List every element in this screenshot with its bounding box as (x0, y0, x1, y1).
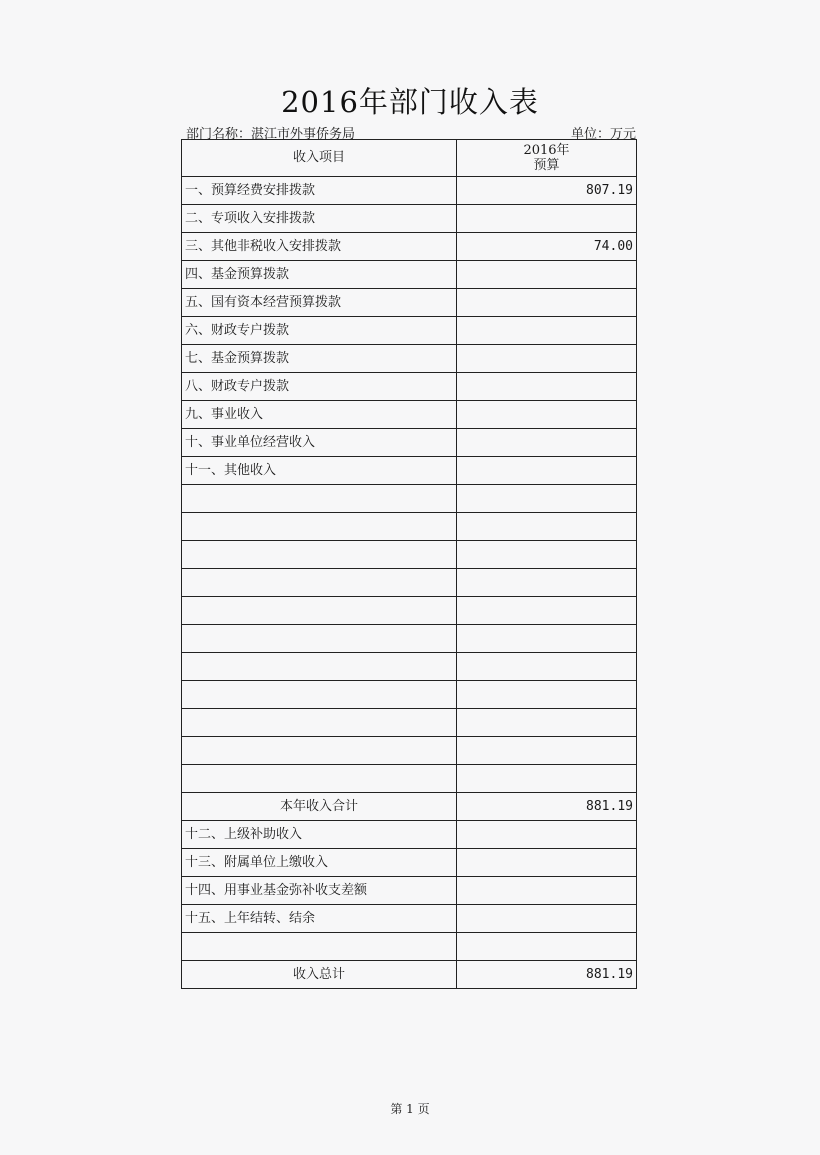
row-label (182, 681, 457, 709)
row-label: 三、其他非税收入安排拨款 (182, 233, 457, 261)
row-value (457, 373, 637, 401)
row-label (182, 513, 457, 541)
table-row (182, 541, 637, 569)
row-value (457, 261, 637, 289)
row-value (457, 765, 637, 793)
row-value (457, 933, 637, 961)
row-value (457, 737, 637, 765)
table-row (182, 849, 637, 877)
table-row (182, 905, 637, 933)
row-value (457, 625, 637, 653)
row-label: 十一、其他收入 (182, 457, 457, 485)
row-label: 八、财政专户拨款 (182, 373, 457, 401)
row-label: 五、国有资本经营预算拨款 (182, 289, 457, 317)
row-label: 七、基金预算拨款 (182, 345, 457, 373)
table-row (182, 457, 637, 485)
row-label: 九、事业收入 (182, 401, 457, 429)
table-row (182, 345, 637, 373)
table-row (182, 177, 637, 205)
row-value (457, 205, 637, 233)
row-value (457, 457, 637, 485)
table-row (182, 821, 637, 849)
row-label: 十四、用事业基金弥补收支差额 (182, 877, 457, 905)
row-value (457, 317, 637, 345)
table-total-row (182, 793, 637, 821)
income-table (181, 139, 637, 989)
row-label: 一、预算经费安排拨款 (182, 177, 457, 205)
row-label (182, 709, 457, 737)
row-label: 六、财政专户拨款 (182, 317, 457, 345)
row-value (457, 429, 637, 457)
row-value: 807.19 (457, 177, 637, 205)
table-row (182, 737, 637, 765)
table-row (182, 765, 637, 793)
header-year: 2016年 (523, 143, 570, 158)
row-label (182, 625, 457, 653)
table-row (182, 261, 637, 289)
row-value (457, 877, 637, 905)
table-row (182, 429, 637, 457)
row-label: 十二、上级补助收入 (182, 821, 457, 849)
row-value (457, 709, 637, 737)
row-label (182, 653, 457, 681)
row-label (182, 737, 457, 765)
table-header-row (182, 140, 637, 177)
table-row (182, 653, 637, 681)
row-value: 881.19 (457, 961, 637, 989)
row-value (457, 401, 637, 429)
row-value (457, 569, 637, 597)
table-row (182, 877, 637, 905)
row-value (457, 849, 637, 877)
row-label: 二、专项收入安排拨款 (182, 205, 457, 233)
row-value (457, 653, 637, 681)
row-label: 十三、附属单位上缴收入 (182, 849, 457, 877)
row-value (457, 681, 637, 709)
row-label: 十五、上年结转、结余 (182, 905, 457, 933)
row-value (457, 597, 637, 625)
row-value: 881.19 (457, 793, 637, 821)
row-label: 本年收入合计 (182, 793, 457, 821)
row-label: 四、基金预算拨款 (182, 261, 457, 289)
table-row (182, 373, 637, 401)
table-total-row (182, 961, 637, 989)
table-row (182, 625, 637, 653)
header-item-cell: 收入项目 (182, 140, 457, 177)
row-label (182, 485, 457, 513)
row-value (457, 289, 637, 317)
unit-label: 单位：万元 (570, 127, 636, 142)
table-row (182, 709, 637, 737)
table-row (182, 569, 637, 597)
row-label: 十、事业单位经营收入 (182, 429, 457, 457)
row-value (457, 905, 637, 933)
table-row (182, 205, 637, 233)
table-row (182, 485, 637, 513)
row-value (457, 821, 637, 849)
row-value (457, 513, 637, 541)
row-label (182, 933, 457, 961)
row-value (457, 485, 637, 513)
row-label (182, 569, 457, 597)
table-row (182, 597, 637, 625)
table-row (182, 289, 637, 317)
table-row (182, 317, 637, 345)
row-label (182, 765, 457, 793)
row-label: 收入总计 (182, 961, 457, 989)
table-row (182, 401, 637, 429)
page-number: 第 1 页 (390, 1102, 430, 1116)
header-budget: 预算 (533, 158, 560, 173)
header-budget-cell (457, 140, 637, 177)
table-row (182, 233, 637, 261)
row-label (182, 597, 457, 625)
department-name: 部门名称：湛江市外事侨务局 (186, 127, 356, 142)
row-value (457, 345, 637, 373)
table-row (182, 513, 637, 541)
row-value (457, 541, 637, 569)
row-value: 74.00 (457, 233, 637, 261)
page-title: 2016年部门收入表 (281, 85, 539, 119)
row-label (182, 541, 457, 569)
table-row (182, 681, 637, 709)
table-row (182, 933, 637, 961)
